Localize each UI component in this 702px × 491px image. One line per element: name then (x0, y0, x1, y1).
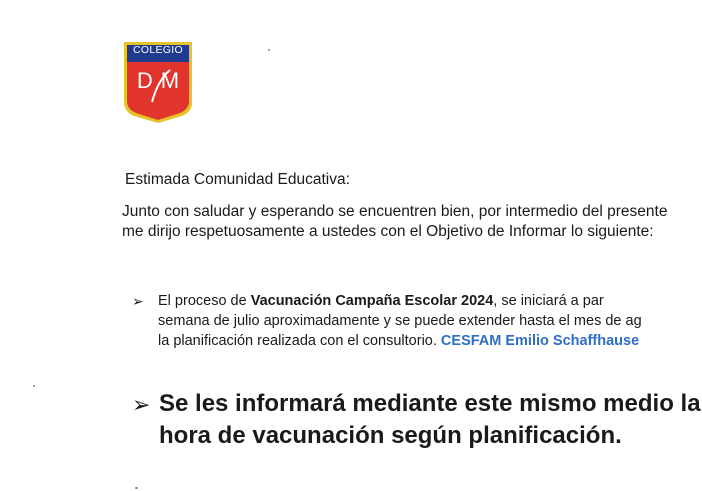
intro-line-2: me dirijo respetuosamente a ustedes con el Objetivo de Informar lo siguiente: (122, 223, 654, 240)
bullet-text (158, 291, 642, 351)
notice-line-2: hora de vacunación según planificación. (159, 422, 622, 449)
bullet-text (159, 388, 701, 452)
scan-speck (135, 487, 138, 489)
greeting-text: Estimada Comunidad Educativa: (125, 171, 350, 188)
bullet-line-2: semana de julio aproximadamente y se puede extender hasta el mes de ag (158, 313, 642, 329)
arrow-bullet-icon: ➢ (132, 392, 151, 417)
cesfam-name: CESFAM Emilio Schaffhause (440, 333, 640, 349)
bullet-line-1 (158, 291, 642, 311)
school-logo (122, 40, 194, 124)
campaign-name: Vacunación Campaña Escolar 2024 (250, 293, 494, 309)
bullet-line-1-end: , se iniciará a par (493, 293, 604, 309)
intro-paragraph (122, 202, 667, 242)
logo-letters: DM (136, 68, 188, 93)
bullet-line-1-start: El proceso de (158, 293, 251, 309)
bullet-line-3-start: la planificación realizada con el consultorio. (158, 333, 441, 349)
bullet-line-3 (158, 331, 642, 351)
intro-line-1: Junto con saludar y esperando se encuentren bien, por intermedio del presente (122, 203, 668, 220)
arrow-bullet-icon: ➢ (132, 293, 144, 309)
notice-line-1: Se les informará mediante este mismo medio la (159, 390, 701, 417)
scan-speck (33, 385, 35, 387)
logo-label: COLEGIO (133, 44, 183, 56)
scan-speck (268, 49, 270, 51)
